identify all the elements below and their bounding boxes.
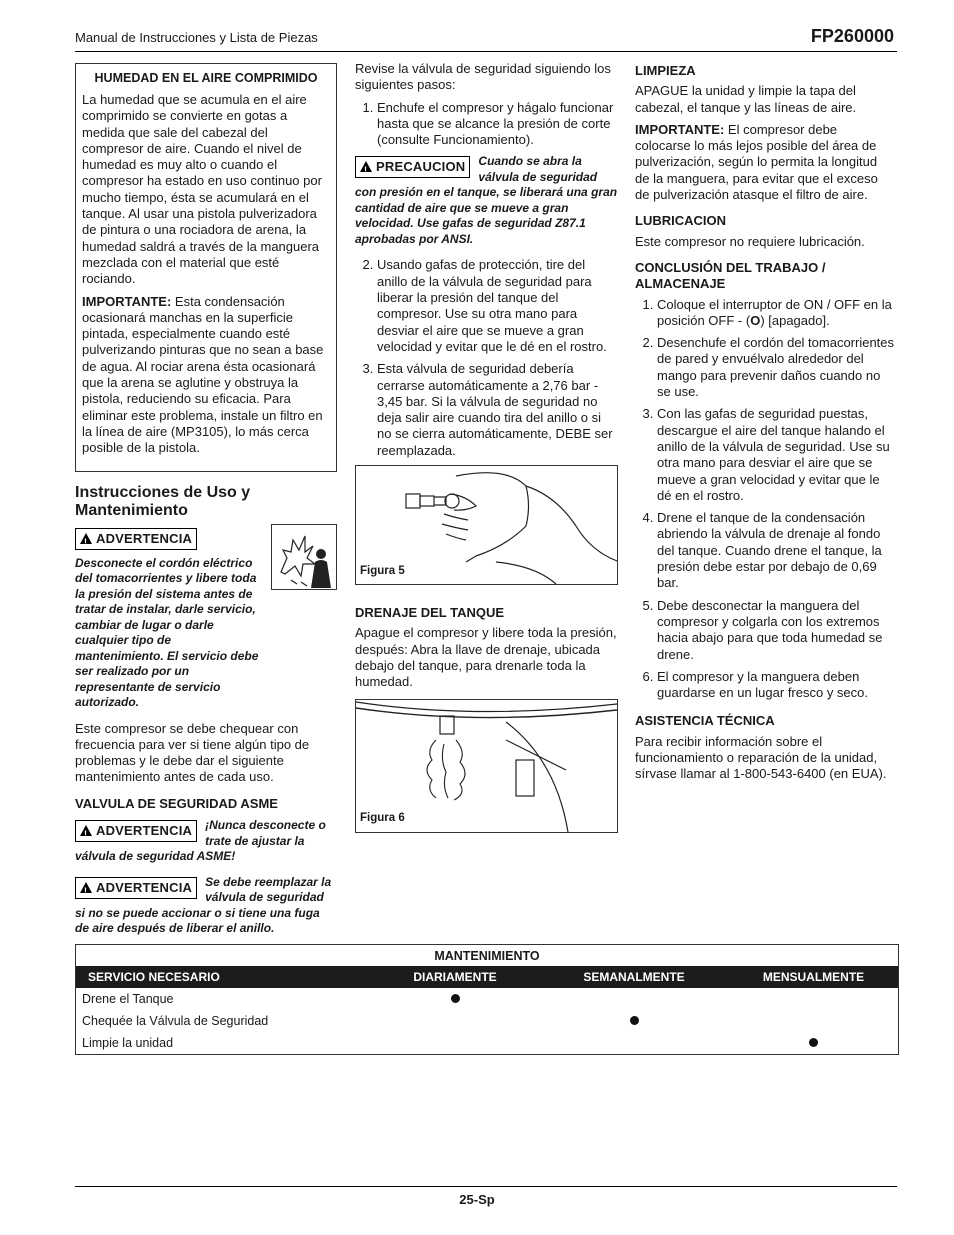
humidity-box (75, 63, 337, 472)
header-cell: DIARIAMENTE (413, 970, 497, 984)
humidity-box-title: HUMEDAD EN EL AIRE COMPRIMIDO (94, 71, 318, 85)
frequency-cell (371, 992, 539, 1006)
asme-warning-1 (75, 818, 337, 865)
list-item: 4. Drene el tanque de la condensación abriendo la válvula de drenaje al fondo del tanque. Cuando drene el tanque, la presión debe estar por debajo de 0,69 bar. (657, 510, 895, 591)
check-dot-icon (809, 1038, 818, 1047)
check-dot-icon (451, 994, 460, 1003)
important-text: El compresor debe colocarse lo más lejos posible del área de pulverización, según lo permita la longitud de la manguera, para evitar que el exceso de pulverización atasque el filtro de aire. (635, 121, 878, 203)
maintenance-table-header (76, 966, 898, 988)
cleaning-heading: LIMPIEZA (635, 63, 696, 78)
service-cell: Drene el Tanque (82, 992, 174, 1006)
list-item: 3. Con las gafas de seguridad puestas, descargue el aire del tanque halando el anillo de la válvula de seguridad. Use su otra mano para desviar el aire que se mueve a gran velocidad y evitar que le dé en el rostro. (657, 406, 895, 504)
lubrication-text: Este compresor no requiere lubricación. (635, 233, 865, 249)
column-right (635, 61, 895, 789)
table-row (76, 1032, 898, 1054)
caution-block (355, 154, 618, 247)
table-row (76, 988, 898, 1010)
model-number: FP260000 (810, 26, 894, 46)
support-text: Para recibir información sobre el funcionamiento o reparación de la unidad, sírvase llamar al 1-800-543-6400 (en EUA). (635, 733, 887, 782)
list-item: 1. Enchufe el compresor y hágalo funcionar hasta que se alcance la presión de corte (consulte Funcionamiento). (377, 100, 618, 149)
usage-intro: Este compresor se debe chequear con frecuencia para ver si tiene algún tipo de problemas y le debe dar el siguiente mantenimiento antes de cada uso. (75, 720, 310, 785)
valve-check-steps (355, 100, 618, 149)
list-item: 1. Coloque el interruptor de ON / OFF en la posición OFF - (O) [apagado]. (657, 297, 895, 330)
maintenance-table-body (76, 988, 898, 1054)
drain-text: Apague el compresor y libere toda la presión, después: Abra la llave de drenaje, ubicada debajo del tanque, para drenarle toda la humedad. (355, 625, 617, 690)
figure-5-caption: Figura 5 (360, 564, 405, 577)
valve-check-steps-cont (355, 257, 618, 459)
caution-badge: !PRECAUCION (355, 156, 470, 178)
header-cell: MENSUALMENTE (762, 970, 865, 984)
storage-steps (635, 297, 895, 702)
storage-heading: CONCLUSIÓN DEL TRABAJO / ALMACENAJE (635, 259, 826, 292)
warning-triangle-icon (360, 161, 372, 172)
figure-5 (355, 465, 618, 585)
list-item: 5. Debe desconectar la manguera del compresor y colgarla con los extremos hacia abajo para que toda humedad se drene. (657, 598, 895, 663)
list-item: 2. Desenchufe el cordón del tomacorrientes de pared y envuélvalo alrededor del mango para prevenir daños cuando no se use. (657, 335, 895, 400)
maintenance-table (75, 944, 899, 1055)
drain-heading: DRENAJE DEL TANQUE (355, 605, 505, 621)
figure-6 (355, 699, 618, 833)
asme-heading: VALVULA DE SEGURIDAD ASME (75, 795, 278, 811)
list-item: 6. El compresor y la manguera deben guardarse en un lugar fresco y seco. (657, 669, 895, 702)
maintenance-table-title: MANTENIMIENTO (434, 949, 540, 963)
service-cell: Limpie la unidad (82, 1036, 174, 1050)
page-number: 25-Sp (459, 1192, 495, 1207)
valve-check-intro: Revise la válvula de seguridad siguiendo los siguientes pasos: (355, 61, 611, 93)
column-middle (355, 61, 618, 833)
footer-rule (75, 1186, 897, 1187)
warning-badge: !ADVERTENCIA (75, 877, 197, 899)
important-text: Esta condensación ocasionará manchas en la superficie pintada, especialmente cuando esté pulverizando pinturas que no sean a base de agua. Al rociar arena ésta ocasionará que la arena se aglutine y obstruya la pistola, reduciendo su eficacia. Para eliminar este problema, instale un filtro en la línea de aire (MP3105), lo más cerca posible de la pistola. (82, 293, 324, 456)
header-cell: SERVICIO NECESARIO (88, 970, 220, 984)
list-item: 2. Usando gafas de protección, tire del anillo de la válvula de seguridad para liberar la presión del tanque del compresor. Use su otra mano para desviar el aire que se mueve a gran velocidad y evitar que le dé en el rostro. (377, 257, 618, 355)
header-cell: SEMANALMENTE (583, 970, 685, 984)
column-left (75, 63, 337, 947)
cleaning-important (635, 122, 895, 203)
lubrication-heading: LUBRICACION (635, 213, 726, 229)
frequency-cell (729, 1036, 898, 1050)
warning-triangle-icon (80, 825, 92, 836)
usage-heading: Instrucciones de Uso y Mantenimiento (75, 483, 251, 519)
warning-triangle-icon (80, 882, 92, 893)
usage-warning (75, 528, 337, 711)
manual-title: Manual de Instrucciones y Lista de Piezas (75, 30, 318, 45)
frequency-cell (539, 1014, 729, 1028)
usage-warning-text: Desconecte el cordón eléctrico del tomacorrientes y libere toda la presión del sistema antes de tratar de instalar, darle servicio, cambiar de lugar o darle cualquier tipo de mantenimiento. El servicio debe ser realizado por un representante de servicio autorizado. (75, 555, 259, 710)
warning-triangle-icon (80, 533, 92, 544)
warning-badge: !ADVERTENCIA (75, 528, 197, 550)
asme-warning-1-text: ¡Nunca desconecte o trate de ajustar la válvula de seguridad ASME! (75, 818, 326, 864)
important-label: IMPORTANTE: (635, 121, 725, 137)
cleaning-text: APAGUE la unidad y limpie la tapa del cabezal, el tanque y las líneas de aire. (635, 83, 857, 115)
check-dot-icon (630, 1016, 639, 1025)
support-heading: ASISTENCIA TÉCNICA (635, 713, 775, 729)
list-item: 3. Esta válvula de seguridad debería cerrarse automáticamente a 2,76 bar - 3,45 bar. Si la válvula de seguridad no deja salir aire cuando tira del anillo o si no se cierra automáticamente, DEBE ser reemplazada. (377, 361, 618, 459)
asme-warning-2-text: Se debe reemplazar la válvula de seguridad si no se puede accionar o si tiene una fuga de aire después de liberar el anillo. (75, 874, 332, 936)
important-label: IMPORTANTE: (82, 293, 172, 309)
explosion-hazard-icon (271, 524, 337, 590)
warning-badge: !ADVERTENCIA (75, 820, 197, 842)
humidity-important (82, 294, 330, 457)
asme-warning-2 (75, 875, 337, 937)
table-row (76, 1010, 898, 1032)
humidity-paragraph: La humedad que se acumula en el aire comprimido se convierte en gotas a medida que sale del cabezal del compresor de aire. Cuando el nivel de humedad es muy alto o cuando el compresor ha estado en uso continuo por mucho tiempo, ésta se acumulará en el tanque. Al usar una pistola pulverizadora de pintura o una rociadora de arena, la humedad saldrá a través de la manguera mezclada con el material que esté rociando. (82, 92, 322, 287)
figure-6-caption: Figura 6 (360, 812, 405, 825)
service-cell: Chequée la Válvula de Seguridad (82, 1014, 269, 1028)
caution-text: Cuando se abra la válvula de seguridad con presión en el tanque, se liberará una gran cantidad de aire que se mueve a gran velocidad. Use gafas de seguridad Z87.1 aprobadas por ANSI. (355, 154, 618, 246)
header-rule (75, 51, 897, 52)
